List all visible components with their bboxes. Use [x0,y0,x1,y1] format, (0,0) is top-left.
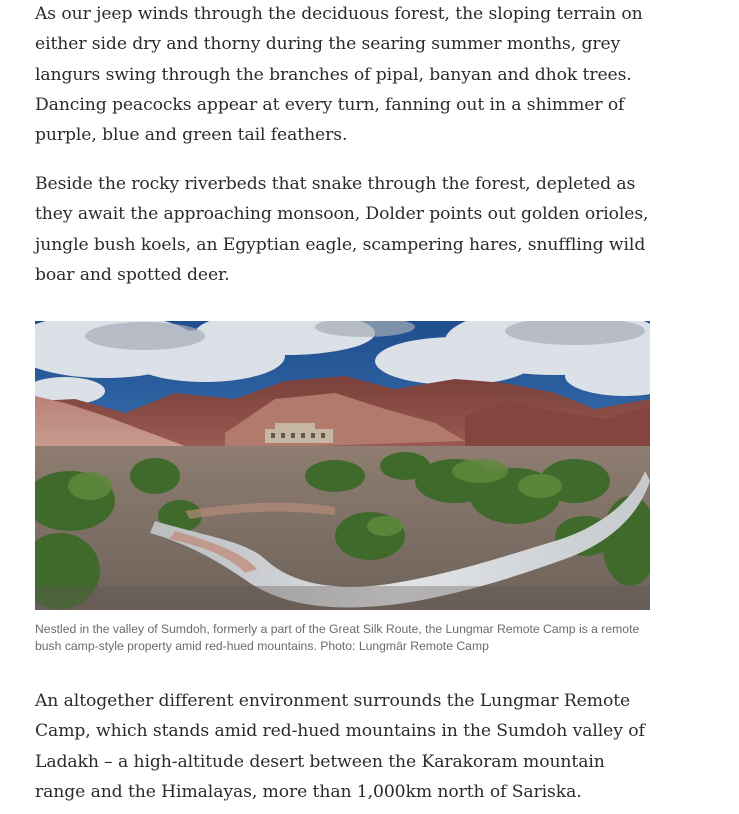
article-paragraph: Beside the rocky riverbeds that snake through the forest, depleted as they await the approaching monsoon, Dolder points out golden orioles, jungle bush koels, an Egyptian eagle, scampering hares, snuffling wild boar and spotted deer. [35,174,649,285]
article-paragraph: An altogether different environment surrounds the Lungmar Remote Camp, which stands amid red-hued mountains in the Sumdoh valley of Ladakh – a high-altitude desert between the Karakoram mountain range and the Himalayas, more than 1,000km north of Sariska. [35,691,645,802]
article-paragraph: As our jeep winds through the deciduous forest, the sloping terrain on either side dry and thorny during the searing summer months, grey langurs swing through the branches of pipal, banyan and dhok trees. Dancing peacocks appear at every turn, fanning out in a shimmer of purple, blue and green tail feathers. [35,4,643,146]
article-figure [35,321,650,655]
photo-caption: Nestled in the valley of Sumdoh, formerly a part of the Great Silk Route, the Lungmar Remote Camp is a remote bush camp-style property amid red-hued mountains. Photo: Lungmār Remote Camp [35,622,640,653]
landscape-photo [35,321,650,610]
